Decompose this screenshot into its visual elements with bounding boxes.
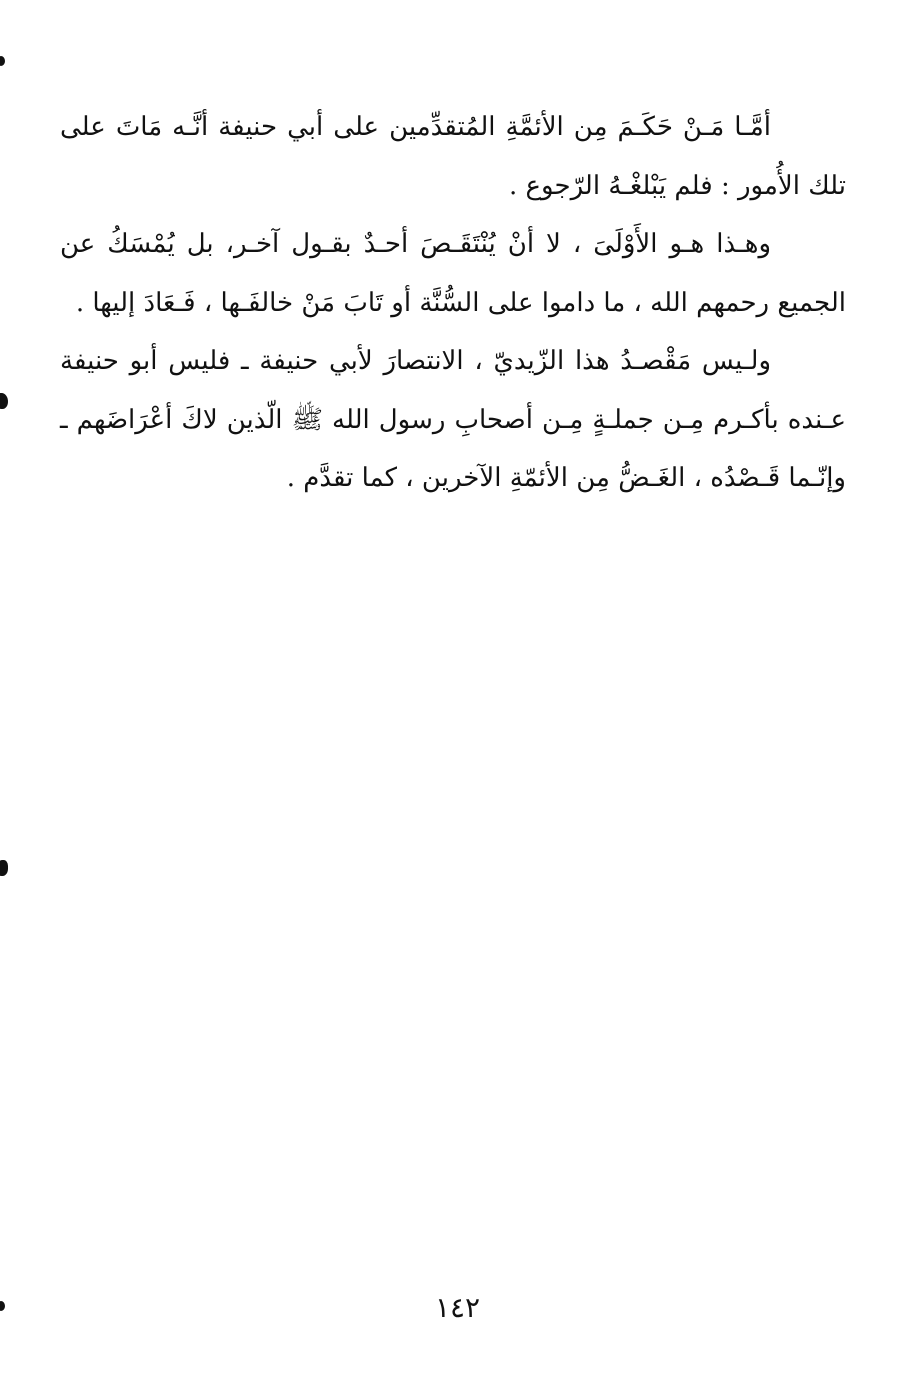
- page-number: ١٤٢: [434, 1291, 481, 1324]
- paragraph-2: وهـذا هـو الأَوْلَىَ ، لا أنْ يُنْتَقَـصَ أحـدٌ بقـول آخـر، بل يُمْسَكُ عن الجميع رحمهم الله ، ما داموا على السُّنَّة أو تَابَ مَنْ خالفَـها ، فَـعَادَ إليها .: [60, 229, 846, 318]
- paragraph-1: أمَّـا مَـنْ حَكَـمَ مِن الأئمَّةِ المُتقدِّمين على أبي حنيفة أنَّـه مَاتَ على تلك الأُمور : فلم يَبْلغْـهُ الرّجوع .: [60, 112, 846, 201]
- scan-edge-mark: [0, 56, 5, 66]
- paragraph-3: ولـيس مَقْصـدُ هذا الزّيديّ ، الانتصارَ لأبي حنيفة ـ فليس أبو حنيفة عـنده بأكـرم مِـن جملـةٍ مِـن أصحابِ رسول الله ﷺ الّذين لاكَ أعْرَاضَهم ـ وإنّـما قَـصْدُه ، الغَـضُّ مِن الأئمّةِ الآخرين ، كما تقدَّم .: [60, 346, 846, 493]
- scan-edge-mark: [0, 860, 8, 876]
- scan-edge-mark: [0, 393, 8, 409]
- body-text: [60, 98, 846, 508]
